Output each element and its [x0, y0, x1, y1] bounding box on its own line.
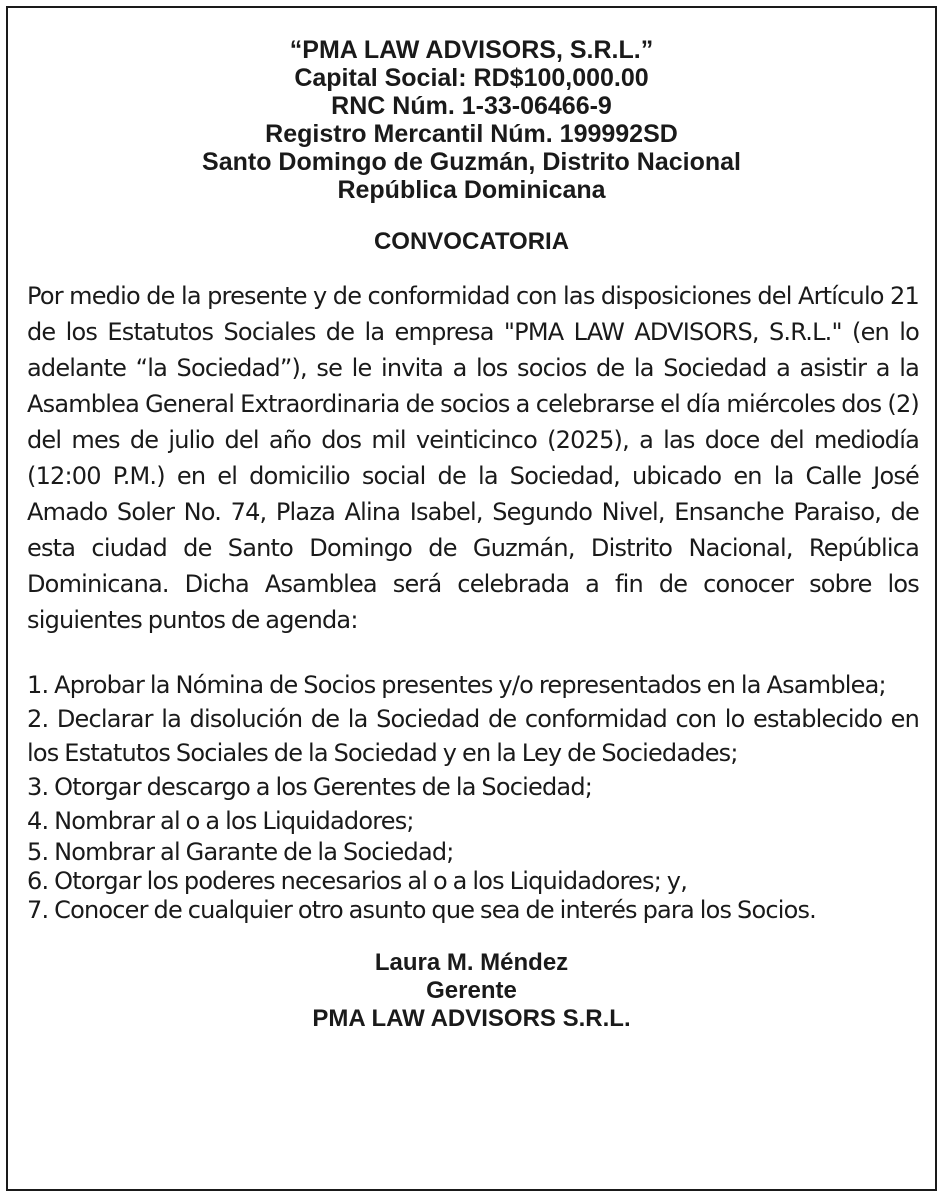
- agenda-item-6: 6. Otorgar los poderes necesarios al o a los Liquidadores; y,: [27, 867, 688, 895]
- country-line: República Dominicana: [337, 176, 606, 204]
- body-paragraph: Por medio de la presente y de conformidad con las disposiciones del Artículo 21 de los Estatutos Sociales de la empresa "PMA LAW ADVISORS, S.R.L." (en lo adelante “la Sociedad”), se le invita a los socios de la Sociedad a asistir a la Asamblea General Extraordinaria de socios a celebrarse el día miércoles dos (2) del mes de julio del año dos mil veinticinco (2025), a las doce del mediodía (12:00 P.M.) en el domicilio social de la Sociedad, ubicado en la Calle José Amado Soler No. 74, Plaza Alina Isabel, Segundo Nivel, Ensanche Paraiso, de esta ciudad de Santo Domingo de Guzmán, Distrito Nacional, República Dominicana. Dicha Asamblea será celebrada a fin de conocer sobre los siguientes puntos de agenda:: [27, 282, 919, 634]
- signer-company: PMA LAW ADVISORS S.R.L.: [312, 1005, 631, 1032]
- notice-title: CONVOCATORIA: [373, 228, 570, 255]
- agenda-item-5: 5. Nombrar al Garante de la Sociedad;: [27, 838, 454, 866]
- agenda-item-1: 1. Aprobar la Nómina de Socios presentes y/o representados en la Asamblea;: [27, 671, 886, 699]
- signer-name: Laura M. Méndez: [374, 949, 569, 976]
- agenda-item-7: 7. Conocer de cualquier otro asunto que sea de interés para los Socios.: [27, 896, 817, 924]
- registro-mercantil: Registro Mercantil Núm. 199992SD: [265, 120, 678, 148]
- capital-social: Capital Social: RD$100,000.00: [294, 64, 649, 92]
- notice-frame: [6, 6, 937, 1191]
- city-line: Santo Domingo de Guzmán, Distrito Nacional: [202, 148, 741, 176]
- agenda-item-4: 4. Nombrar al o a los Liquidadores;: [27, 807, 414, 835]
- agenda-item-2: 2. Declarar la disolución de la Sociedad de conformidad con lo establecido en los Estatutos Sociales de la Sociedad y en la Ley de Sociedades;: [27, 705, 919, 767]
- agenda-list: [27, 668, 919, 925]
- signature-block: [8, 949, 935, 1033]
- rnc-number: RNC Núm. 1-33-06466-9: [331, 92, 612, 120]
- company-name: “PMA LAW ADVISORS, S.R.L.”: [289, 36, 654, 64]
- agenda-item-3: 3. Otorgar descargo a los Gerentes de la Sociedad;: [27, 773, 593, 801]
- notice-body: [27, 278, 919, 638]
- company-header: [8, 36, 935, 204]
- signer-role: Gerente: [426, 977, 517, 1004]
